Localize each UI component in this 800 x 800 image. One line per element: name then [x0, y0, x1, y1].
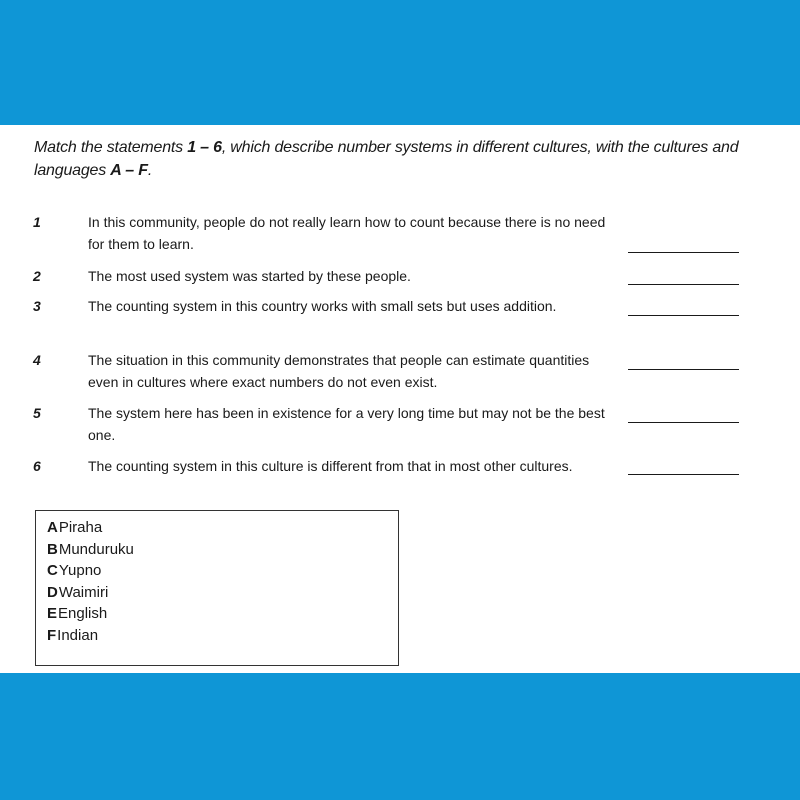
statement-text: The system here has been in existence for a very long time but may not be the best one. — [88, 405, 605, 443]
option-name: English — [58, 605, 108, 622]
statement-text: The most used system was started by these people. — [88, 268, 411, 284]
answer-line[interactable] — [628, 369, 739, 370]
option-item — [47, 603, 134, 625]
options-list — [47, 517, 134, 646]
statement-number: 1 — [33, 214, 41, 230]
option-letter: C — [47, 562, 58, 579]
option-letter: B — [47, 540, 58, 558]
options-box — [35, 510, 399, 666]
option-item — [47, 582, 134, 604]
statement-text: The counting system in this country works with small sets but uses addition. — [88, 298, 557, 314]
instructions — [34, 136, 754, 182]
statement-text: The situation in this community demonstrates that people can estimate quantities even in cultures where exact numbers do not even exist. — [88, 352, 590, 390]
instructions-middle: , which describe number systems in different cultures, with the cultures and languages — [34, 139, 739, 179]
option-letter: A — [47, 519, 58, 536]
answer-line[interactable] — [628, 315, 739, 316]
statement-text: The counting system in this culture is different from that in most other cultures. — [88, 458, 573, 474]
option-name: Waimiri — [58, 583, 109, 601]
statement-number: 6 — [33, 458, 41, 474]
option-name: Munduruku — [58, 540, 134, 558]
option-name: Yupno — [58, 562, 102, 579]
option-letter: D — [47, 583, 58, 601]
option-item — [47, 560, 134, 582]
option-letter: F — [47, 626, 57, 644]
statement-number: 3 — [33, 298, 41, 314]
instructions-suffix: . — [147, 162, 153, 179]
answer-line[interactable] — [628, 252, 739, 253]
statement-number: 4 — [33, 352, 41, 368]
option-item — [47, 625, 134, 647]
option-item — [47, 517, 134, 539]
statement-number: 2 — [33, 268, 41, 284]
statement-text: In this community, people do not really learn how to count because there is no need for them to learn. — [88, 214, 606, 252]
option-item — [47, 539, 134, 561]
option-range: A – F — [110, 162, 148, 179]
statement-range: 1 – 6 — [187, 139, 222, 156]
statement-number: 5 — [33, 405, 41, 421]
option-name: Indian — [57, 626, 99, 644]
answer-line[interactable] — [628, 422, 739, 423]
answer-line[interactable] — [628, 284, 739, 285]
option-letter: E — [47, 605, 58, 622]
option-name: Piraha — [58, 519, 103, 536]
answer-line[interactable] — [628, 474, 739, 475]
worksheet — [0, 125, 800, 673]
instructions-prefix: Match the statements — [34, 139, 188, 156]
